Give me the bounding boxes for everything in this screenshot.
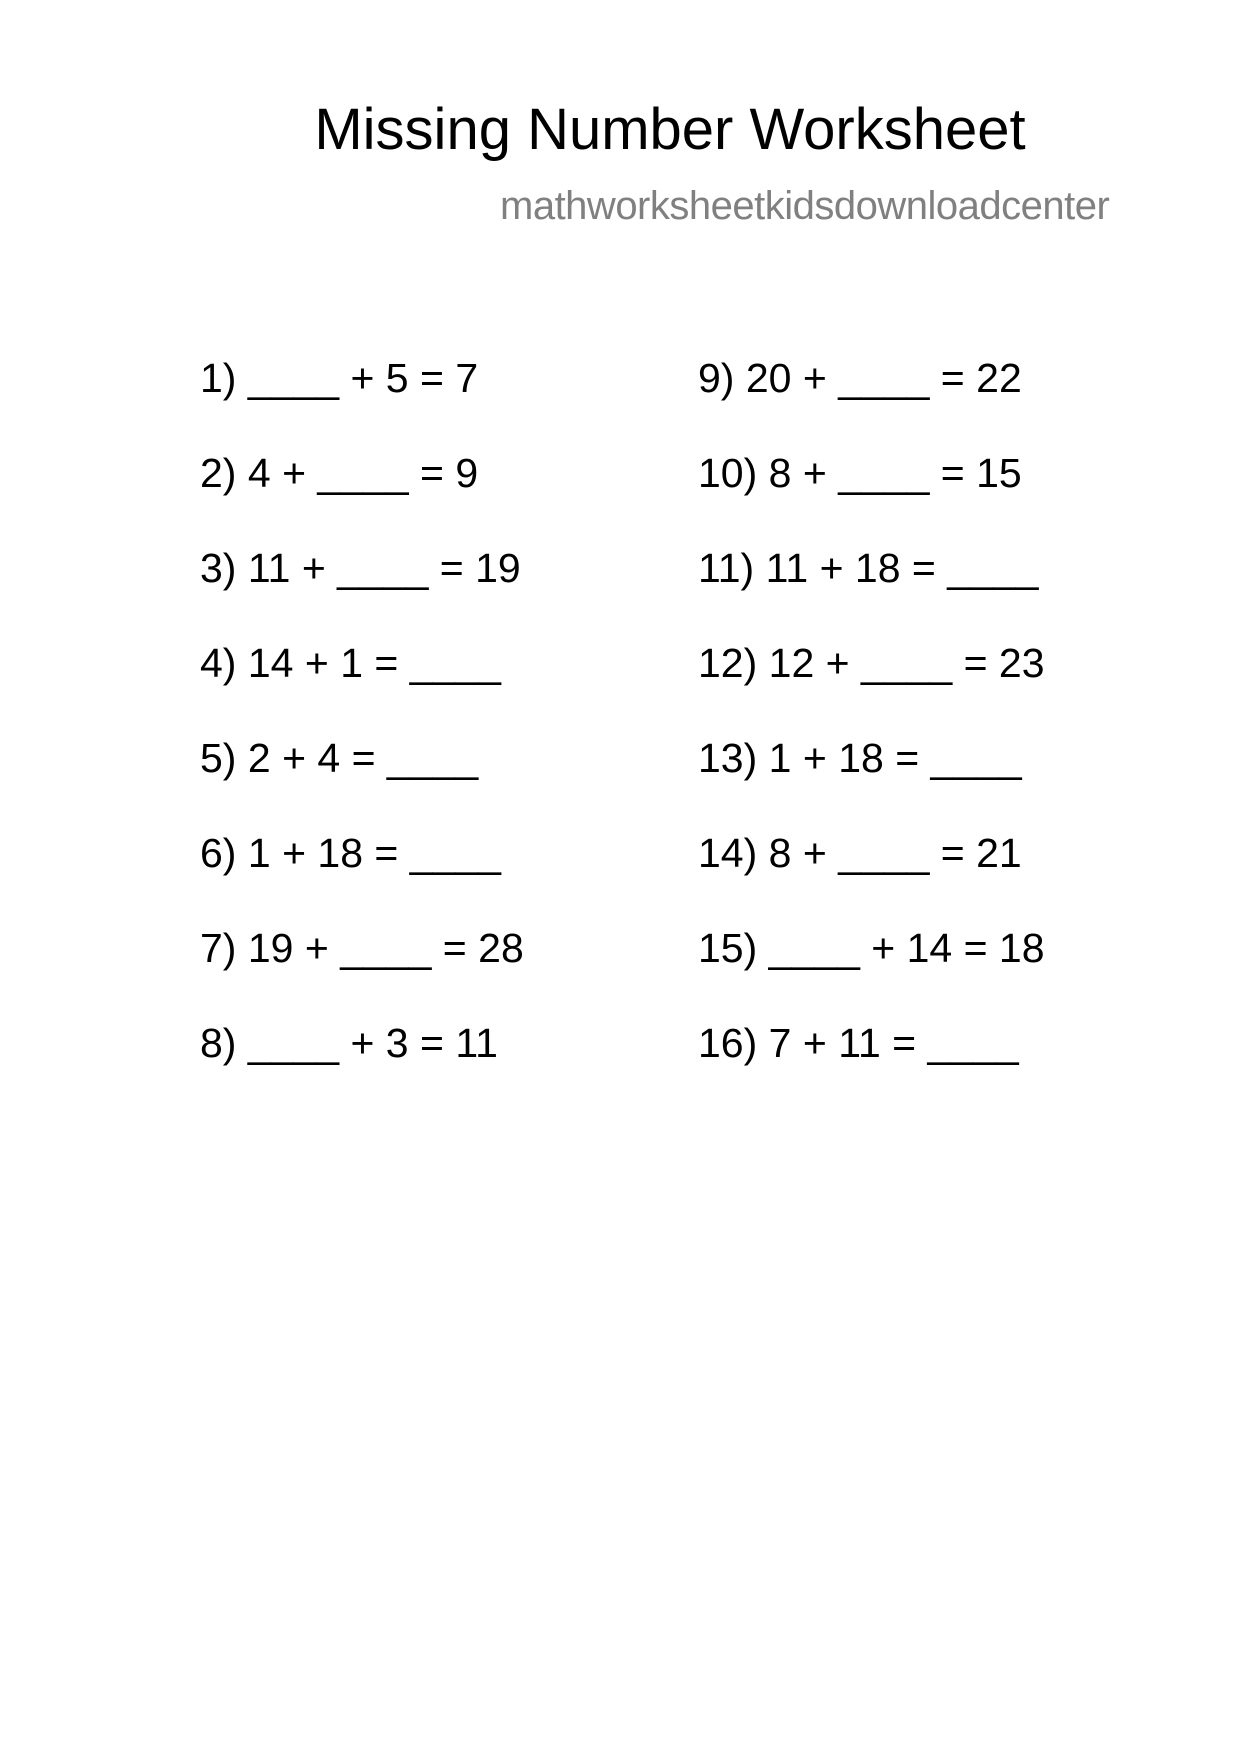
problem-12	[698, 635, 1045, 730]
problem-11	[698, 540, 1045, 635]
problem-equation: ____ + 3 = 11	[247, 1020, 498, 1066]
problem-number: 9)	[698, 355, 735, 401]
problem-number: 10)	[698, 450, 758, 496]
problem-number: 14)	[698, 830, 758, 876]
problem-equation: 7 + 11 = ____	[768, 1020, 1019, 1066]
problem-number: 6)	[200, 830, 237, 876]
problem-8	[200, 1015, 524, 1110]
problem-number: 5)	[200, 735, 237, 781]
source-watermark: mathworksheetkidsdownloadcenter	[500, 184, 1110, 228]
problem-number: 13)	[698, 735, 758, 781]
problem-equation: 8 + ____ = 15	[768, 450, 1022, 496]
problem-number: 8)	[200, 1020, 237, 1066]
problem-1	[200, 350, 524, 445]
problem-7	[200, 920, 524, 1015]
problem-10	[698, 445, 1045, 540]
problem-6	[200, 825, 524, 920]
problem-number: 7)	[200, 925, 237, 971]
problem-number: 12)	[698, 640, 758, 686]
problem-equation: 11 + 18 = ____	[765, 545, 1039, 591]
problem-equation: 8 + ____ = 21	[768, 830, 1022, 876]
problem-equation: 20 + ____ = 22	[745, 355, 1022, 401]
problem-16	[698, 1015, 1045, 1110]
problem-equation: 1 + 18 = ____	[247, 830, 501, 876]
problem-5	[200, 730, 524, 825]
problem-9	[698, 350, 1045, 445]
problem-number: 15)	[698, 925, 758, 971]
problem-equation: ____ + 5 = 7	[247, 355, 479, 401]
problem-3	[200, 540, 524, 635]
problem-4	[200, 635, 524, 730]
problem-number: 11)	[698, 545, 755, 591]
problem-number: 1)	[200, 355, 237, 401]
problem-equation: 4 + ____ = 9	[247, 450, 479, 496]
problem-equation: 19 + ____ = 28	[247, 925, 524, 971]
problem-equation: 1 + 18 = ____	[768, 735, 1022, 781]
problem-14	[698, 825, 1045, 920]
problem-15	[698, 920, 1045, 1015]
worksheet-title: Missing Number Worksheet	[314, 97, 1026, 162]
problem-number: 3)	[200, 545, 237, 591]
problem-number: 16)	[698, 1020, 758, 1066]
problems-left-column	[200, 350, 524, 1110]
problem-2	[200, 445, 524, 540]
problems-right-column	[698, 350, 1045, 1110]
problem-equation: 11 + ____ = 19	[247, 545, 521, 591]
problem-number: 4)	[200, 640, 237, 686]
problem-equation: 2 + 4 = ____	[247, 735, 479, 781]
problem-equation: ____ + 14 = 18	[768, 925, 1045, 971]
problem-number: 2)	[200, 450, 237, 496]
problem-equation: 12 + ____ = 23	[768, 640, 1045, 686]
problem-equation: 14 + 1 = ____	[247, 640, 501, 686]
problem-13	[698, 730, 1045, 825]
